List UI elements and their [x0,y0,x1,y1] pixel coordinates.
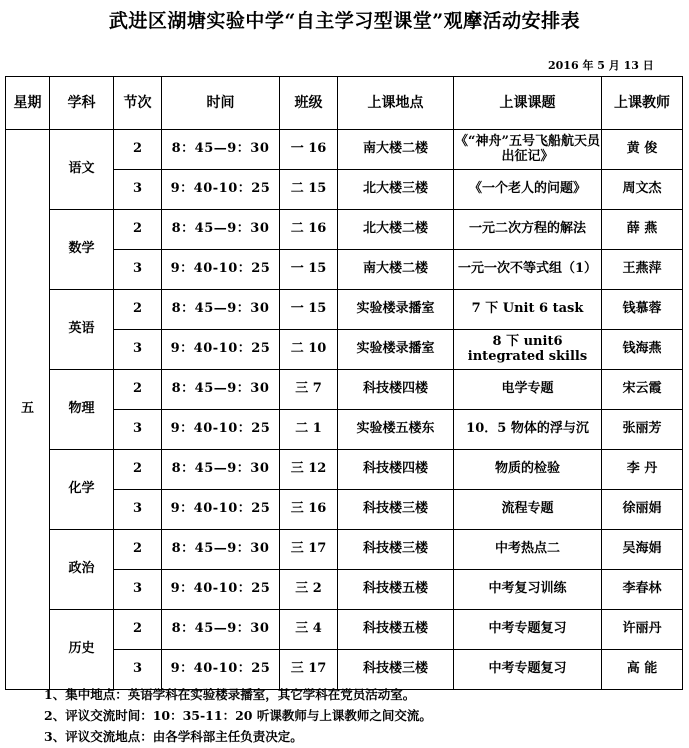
topic-cell: 中考专题复习 [454,610,602,650]
place-cell: 科技楼四楼 [338,370,454,410]
table-row [6,130,683,170]
period-cell: 3 [114,330,162,370]
class-cell: 二 15 [280,170,338,210]
class-cell: 二 16 [280,210,338,250]
period-cell: 3 [114,250,162,290]
topic-cell: 《“神舟”五号飞船航天员出征记》 [454,130,602,170]
time-cell: 9：40-10：25 [162,250,280,290]
teacher-cell: 王燕萍 [602,250,683,290]
class-cell: 二 10 [280,330,338,370]
header-teacher: 上课教师 [602,77,683,130]
period-cell: 3 [114,570,162,610]
time-cell: 8：45—9：30 [162,530,280,570]
schedule-table [5,76,683,690]
header-class: 班级 [280,77,338,130]
note-line: 3、评议交流地点：由各学科部主任负责决定。 [44,729,303,744]
note-line: 2、评议交流时间：10：35-11：20 听课教师与上课教师之间交流。 [44,708,432,723]
place-cell: 科技楼三楼 [338,490,454,530]
period-cell: 3 [114,650,162,690]
class-cell: 一 16 [280,130,338,170]
place-cell: 科技楼五楼 [338,610,454,650]
header-topic: 上课课题 [454,77,602,130]
table-row [6,210,683,250]
table-row [6,530,683,570]
period-cell: 2 [114,210,162,250]
class-cell: 三 7 [280,370,338,410]
period-cell: 2 [114,130,162,170]
subject-cell: 英语 [50,290,114,370]
topic-cell: 中考复习训练 [454,570,602,610]
class-cell: 二 1 [280,410,338,450]
place-cell: 实验楼录播室 [338,330,454,370]
time-cell: 8：45—9：30 [162,610,280,650]
class-cell: 三 17 [280,650,338,690]
subject-cell: 语文 [50,130,114,210]
class-cell: 三 2 [280,570,338,610]
place-cell: 北大楼二楼 [338,210,454,250]
teacher-cell: 高 能 [602,650,683,690]
place-cell: 科技楼三楼 [338,530,454,570]
time-cell: 9：40-10：25 [162,330,280,370]
header-place: 上课地点 [338,77,454,130]
period-cell: 3 [114,170,162,210]
table-row [6,370,683,410]
teacher-cell: 黄 俊 [602,130,683,170]
subject-cell: 化学 [50,450,114,530]
weekday-cell: 五 [6,130,50,690]
time-cell: 8：45—9：30 [162,370,280,410]
place-cell: 科技楼三楼 [338,650,454,690]
table-row [6,450,683,490]
teacher-cell: 徐丽娟 [602,490,683,530]
class-cell: 三 12 [280,450,338,490]
subject-cell: 物理 [50,370,114,450]
topic-cell: 物质的检验 [454,450,602,490]
time-cell: 8：45—9：30 [162,130,280,170]
teacher-cell: 张丽芳 [602,410,683,450]
topic-cell: 中考热点二 [454,530,602,570]
teacher-cell: 钱海燕 [602,330,683,370]
place-cell: 实验楼五楼东 [338,410,454,450]
place-cell: 实验楼录播室 [338,290,454,330]
class-cell: 一 15 [280,290,338,330]
class-cell: 三 4 [280,610,338,650]
table-row [6,290,683,330]
subject-cell: 历史 [50,610,114,690]
subject-cell: 政治 [50,530,114,610]
place-cell: 南大楼二楼 [338,250,454,290]
header-row [6,77,683,130]
place-cell: 南大楼二楼 [338,130,454,170]
topic-cell: 《一个老人的问题》 [454,170,602,210]
period-cell: 3 [114,410,162,450]
page-title: 武进区湖塘实验中学“自主学习型课堂”观摩活动安排表 [108,10,581,32]
period-cell: 2 [114,530,162,570]
place-cell: 科技楼五楼 [338,570,454,610]
time-cell: 9：40-10：25 [162,170,280,210]
topic-cell: 7 下 Unit 6 task [454,290,602,330]
teacher-cell: 李春林 [602,570,683,610]
period-cell: 3 [114,490,162,530]
topic-cell: 流程专题 [454,490,602,530]
document-date: 2016 年 5 月 13 日 [548,59,654,72]
time-cell: 9：40-10：25 [162,570,280,610]
note-line: 1、集中地点：英语学科在实验楼录播室，其它学科在党员活动室。 [44,687,416,702]
teacher-cell: 许丽丹 [602,610,683,650]
teacher-cell: 李 丹 [602,450,683,490]
time-cell: 9：40-10：25 [162,410,280,450]
teacher-cell: 宋云霞 [602,370,683,410]
teacher-cell: 薛 燕 [602,210,683,250]
class-cell: 三 16 [280,490,338,530]
class-cell: 一 15 [280,250,338,290]
header-time: 时间 [162,77,280,130]
place-cell: 北大楼三楼 [338,170,454,210]
time-cell: 9：40-10：25 [162,650,280,690]
header-weekday: 星期 [6,77,50,130]
place-cell: 科技楼四楼 [338,450,454,490]
class-cell: 三 17 [280,530,338,570]
period-cell: 2 [114,290,162,330]
period-cell: 2 [114,370,162,410]
header-period: 节次 [114,77,162,130]
teacher-cell: 吴海娟 [602,530,683,570]
topic-cell: 一元二次方程的解法 [454,210,602,250]
topic-cell: 10．5 物体的浮与沉 [454,410,602,450]
header-subject: 学科 [50,77,114,130]
teacher-cell: 周文杰 [602,170,683,210]
time-cell: 8：45—9：30 [162,450,280,490]
notes-section [44,684,432,747]
period-cell: 2 [114,450,162,490]
table-row [6,610,683,650]
topic-cell: 中考专题复习 [454,650,602,690]
topic-cell: 一元一次不等式组（1） [454,250,602,290]
subject-cell: 数学 [50,210,114,290]
period-cell: 2 [114,610,162,650]
topic-cell: 8 下 unit6 integrated skills [454,330,602,370]
teacher-cell: 钱慕蓉 [602,290,683,330]
time-cell: 8：45—9：30 [162,210,280,250]
topic-cell: 电学专题 [454,370,602,410]
time-cell: 8：45—9：30 [162,290,280,330]
time-cell: 9：40-10：25 [162,490,280,530]
